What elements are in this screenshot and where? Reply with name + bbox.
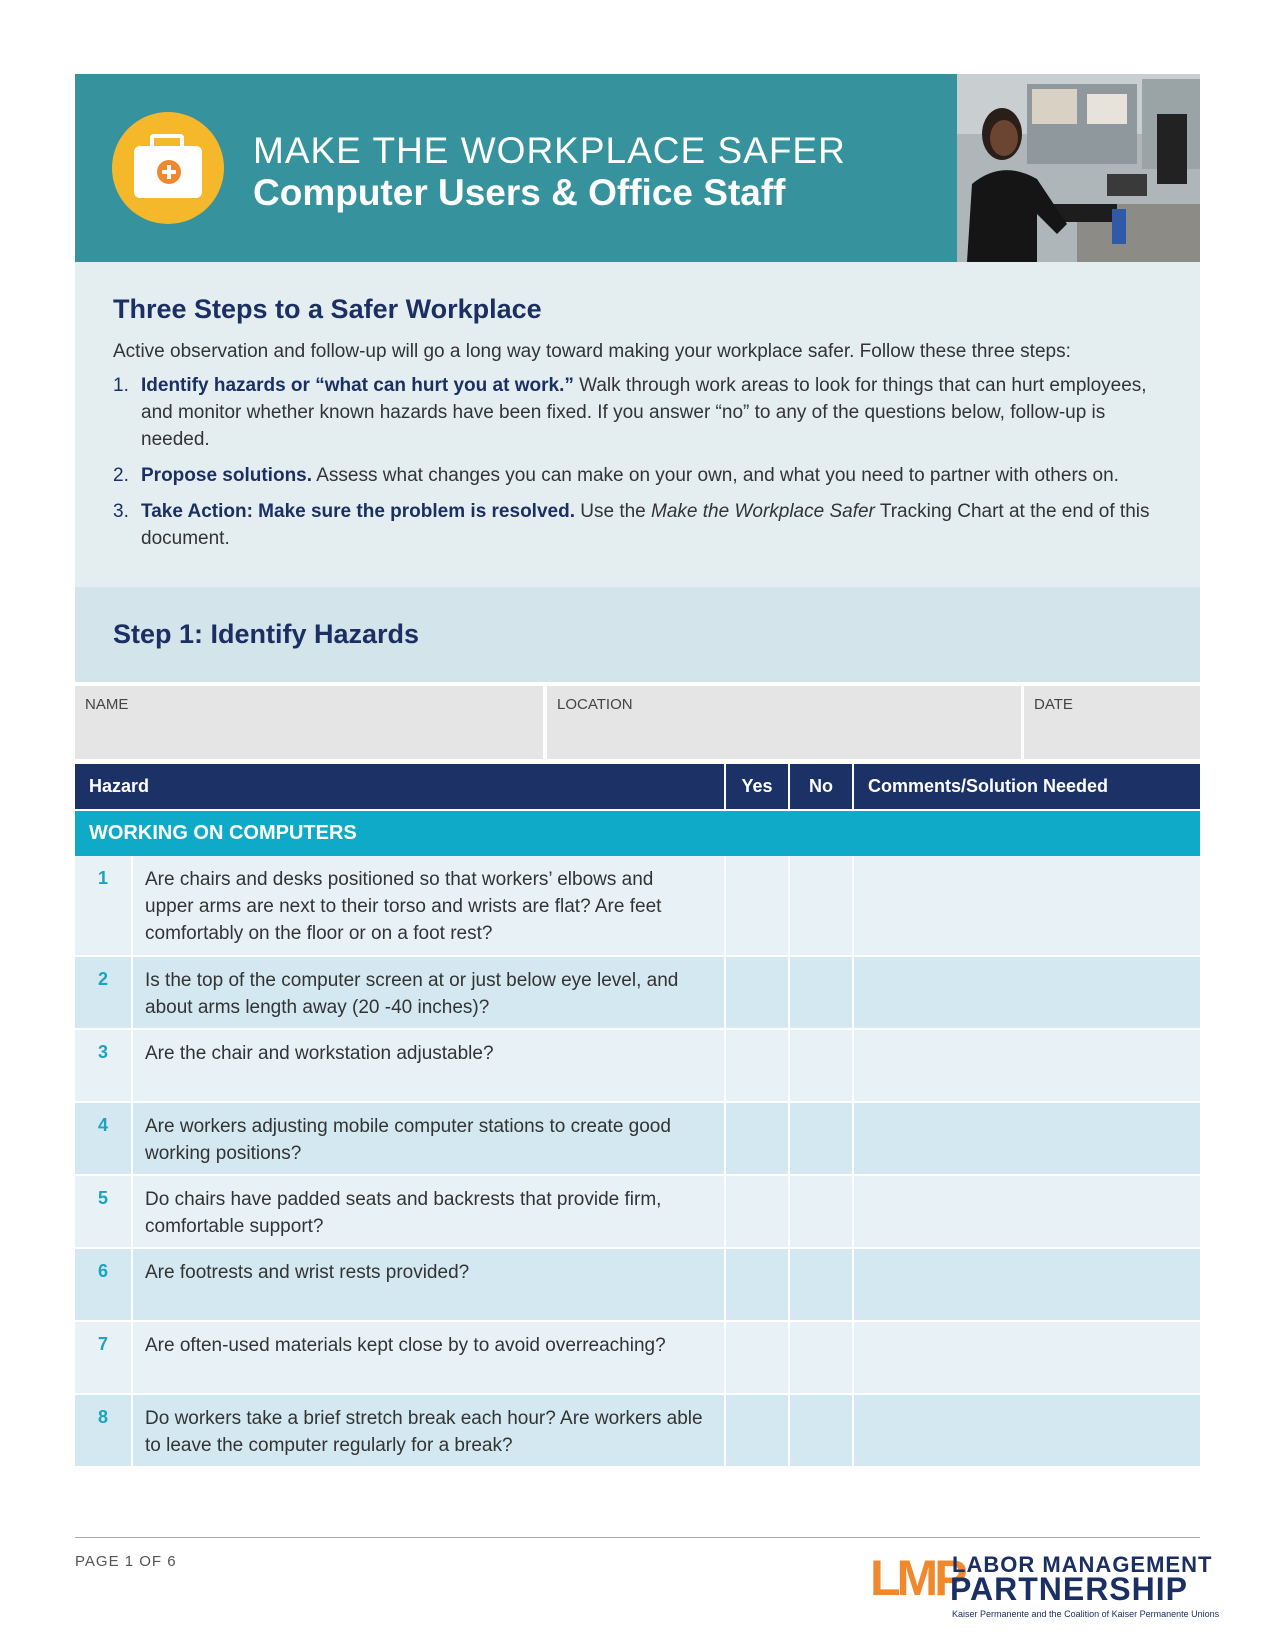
footer-divider [75,1537,1200,1538]
table-row [75,1176,1200,1249]
no-cell[interactable] [790,1322,852,1395]
hazard-question: Do workers take a brief stretch break each hour? Are workers able to leave the computer regularly for a break? [145,1408,703,1456]
row-number: 2 [97,969,108,989]
no-cell[interactable] [790,1030,852,1103]
lmp-logo-line2: PARTNERSHIP [950,1571,1188,1607]
no-cell[interactable] [790,1176,852,1249]
step-item: 1. Identify hazards or “what can hurt you at work.” Walk through work areas to look for things that can hurt employees, and monitor whether known hazards have been fixed. If you answer “no” to any of the questions below, follow-up is needed. [113,375,1147,450]
comments-cell[interactable] [854,1103,1200,1176]
steps-list [113,372,1173,561]
name-field[interactable] [75,686,543,759]
hazard-question: Are often-used materials kept close by to avoid overreaching? [145,1335,666,1356]
comments-cell[interactable] [854,1176,1200,1249]
title-line1: MAKE THE WORKPLACE SAFER [253,130,846,171]
comments-cell[interactable] [854,856,1200,957]
table-row [75,856,1200,957]
row-number: 5 [97,1188,108,1208]
table-row [75,1103,1200,1176]
row-number: 3 [97,1042,108,1062]
section-title: WORKING ON COMPUTERS [89,822,357,844]
yes-cell[interactable] [726,1395,788,1468]
header-yes: Yes [741,776,773,796]
intro-panel [75,262,1200,587]
first-aid-kit-icon [112,112,224,224]
intro-paragraph: Active observation and follow-up will go a long way toward making your workplace safer. Follow these three steps: [113,341,1071,362]
lmp-logo-mark: LMP [870,1550,964,1606]
comments-cell[interactable] [854,957,1200,1030]
date-field[interactable] [1024,686,1200,759]
row-number: 6 [97,1261,108,1281]
comments-cell[interactable] [854,1249,1200,1322]
table-row [75,1249,1200,1322]
section-working-on-computers [75,811,1200,856]
no-cell[interactable] [790,1103,852,1176]
header-banner [75,74,1200,262]
intro-heading: Three Steps to a Safer Workplace [113,294,542,324]
lmp-logo-tagline: Kaiser Permanente and the Coalition of Kaiser Permanente Unions [952,1609,1220,1619]
step-item: 3. Take Action: Make sure the problem is resolved. Use the Make the Workplace Safer Tracking Chart at the end of this document. [113,501,1150,549]
table-row [75,1322,1200,1395]
hazard-question: Is the top of the computer screen at or just below eye level, and about arms length away (20 -40 inches)? [145,970,679,1018]
comments-cell[interactable] [854,1395,1200,1468]
row-number: 8 [97,1407,108,1427]
office-worker-photo [957,74,1200,262]
yes-cell[interactable] [726,957,788,1030]
name-label: NAME [85,696,129,713]
lmp-logo-line1: LABOR MANAGEMENT [952,1552,1213,1577]
yes-cell[interactable] [726,1249,788,1322]
yes-cell[interactable] [726,1176,788,1249]
title-line2: Computer Users & Office Staff [253,172,786,213]
header-no: No [809,776,833,796]
row-number: 7 [97,1334,108,1354]
yes-cell[interactable] [726,1103,788,1176]
date-label: DATE [1034,696,1073,713]
comments-cell[interactable] [854,1322,1200,1395]
page-number: PAGE 1 OF 6 [75,1553,177,1570]
yes-cell[interactable] [726,856,788,957]
no-cell[interactable] [790,1395,852,1468]
step-item: 2. Propose solutions. Assess what changes you can make on your own, and what you need to partner with others on. [113,465,1119,486]
hazard-question: Do chairs have padded seats and backrests that provide firm, comfortable support? [145,1189,662,1237]
no-cell[interactable] [790,856,852,957]
row-number: 1 [97,868,108,888]
table-row [75,1030,1200,1103]
table-row [75,957,1200,1030]
hazard-question: Are chairs and desks positioned so that workers’ elbows and upper arms are next to their torso and wrists are flat? Are feet comfortably on the floor or on a foot rest? [145,869,662,944]
header-comments: Comments/Solution Needed [868,776,1109,796]
no-cell[interactable] [790,1249,852,1322]
comments-cell[interactable] [854,1030,1200,1103]
row-number: 4 [97,1115,108,1135]
hazard-question: Are workers adjusting mobile computer stations to create good working positions? [145,1116,671,1164]
no-cell[interactable] [790,957,852,1030]
location-label: LOCATION [557,696,633,713]
table-header [75,764,1200,809]
yes-cell[interactable] [726,1322,788,1395]
yes-cell[interactable] [726,1030,788,1103]
step1-heading: Step 1: Identify Hazards [113,619,420,649]
table-row [75,1395,1200,1468]
step1-panel [75,587,1200,682]
hazard-question: Are the chair and workstation adjustable? [145,1043,494,1064]
header-hazard: Hazard [89,776,150,796]
hazard-question: Are footrests and wrist rests provided? [145,1262,470,1283]
location-field[interactable] [547,686,1021,759]
